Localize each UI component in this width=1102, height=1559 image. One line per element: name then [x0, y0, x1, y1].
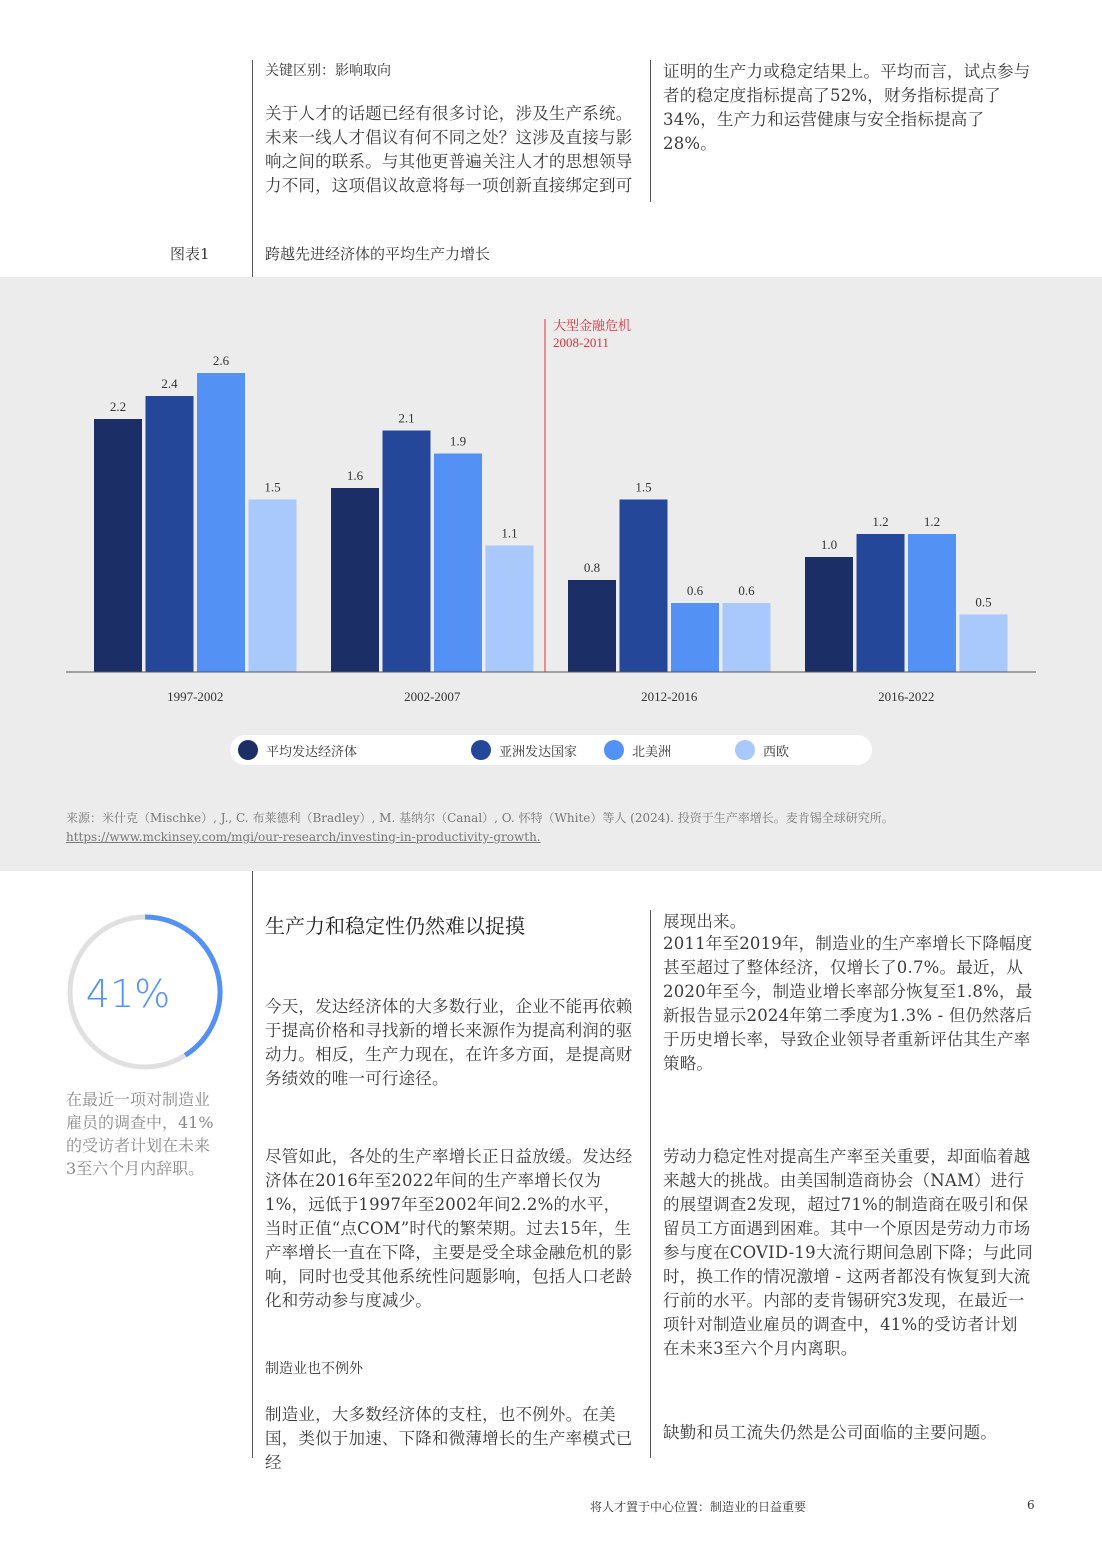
top-right-paragraph: 证明的生产力或稳定结果上。平均而言，试点参与者的稳定度指标提高了52%，财务指标提高了34%，生产力和运营健康与安全指标提高了28%。 [663, 62, 1031, 153]
source-text: 来源：米什克（Mischke）, J., C. 布莱德利（Bradley）, M. 基纳尔（Canal）, O. 怀特（White）等人 (2024). 投资于生产率增长。麦肯锡全球研究所。 [66, 811, 894, 825]
bar-3-3 [960, 615, 1008, 673]
bar-2-0 [568, 580, 616, 672]
right-paragraph-3: 劳动力稳定性对提高生产率至关重要，却面临着越来越大的挑战。由美国制造商协会（NAM）进行的展望调查2发现，超过71%的制造商在吸引和保留员工方面遇到困难。其中一个原因是劳动力市场参与度在COVID-19大流行期间急剧下降；与此同时，换工作的情况激增 - 这两者都没有恢复到大流行前的水平。内部的麦肯锡研究3发现，在最近一项针对制造业雇员的调查中，41%的受访者计划在未来3至六个月内离职。 [663, 1147, 1033, 1358]
bar-3-1 [857, 534, 905, 672]
bar-3-0 [805, 557, 853, 672]
stat-caption-line: 雇员的调查中，41% [66, 1113, 214, 1132]
legend-label-asia: 亚洲发达国家 [499, 744, 578, 760]
bar-value-label: 1.2 [923, 514, 941, 529]
top-divider-right [650, 60, 651, 202]
bar-value-label: 2.6 [212, 353, 230, 368]
bar-value-label: 1.6 [346, 468, 364, 483]
x-tick-label: 2002-2007 [404, 689, 461, 704]
bar-value-label: 1.0 [820, 537, 838, 552]
x-tick-label: 2012-2016 [641, 689, 698, 704]
legend-dot-na [604, 740, 624, 760]
bar-0-1 [146, 396, 194, 672]
crisis-label-line2: 2008-2011 [553, 335, 609, 350]
bar-2-3 [723, 603, 771, 672]
legend-label-na: 北美洲 [632, 744, 672, 760]
stat-value: 41% [85, 972, 171, 1016]
bar-value-label: 2.4 [161, 376, 178, 391]
bar-value-label: 0.5 [975, 594, 992, 610]
key-difference-label: 关键区别：影响取向 [265, 63, 391, 79]
chart-panel [0, 277, 1102, 871]
source-link[interactable]: https://www.mckinsey.com/mgi/our-research/investing-in-productivity-growth. [66, 830, 541, 844]
crisis-label-line1: 大型金融危机 [553, 318, 632, 333]
bar-value-label: 0.8 [583, 560, 601, 575]
bar-0-0 [94, 419, 142, 672]
stat-caption-line: 3至六个月内辞职。 [66, 1159, 205, 1178]
right-paragraph-1: 展现出来。 [663, 912, 747, 931]
x-tick-label: 2016-2022 [878, 689, 935, 704]
figure-title: 跨越先进经济体的平均生产力增长 [265, 245, 491, 263]
chart-legend [230, 735, 872, 765]
footer-title: 将人才置于中心位置：制造业的日益重要 [590, 1500, 807, 1514]
bar-value-label: 1.1 [501, 525, 518, 541]
legend-dot-asia [471, 740, 491, 760]
figure-label: 图表1 [170, 245, 210, 263]
bar-value-label: 1.5 [635, 479, 652, 495]
bar-1-0 [331, 488, 379, 672]
section-heading: 生产力和稳定性仍然难以捉摸 [265, 914, 525, 938]
bar-value-label: 1.5 [264, 479, 281, 495]
legend-item-asia [471, 735, 577, 765]
legend-dot-we [735, 740, 755, 760]
section-subheading: 制造业也不例外 [265, 1361, 363, 1377]
x-tick-label: 1997-2002 [167, 689, 224, 704]
bar-1-3 [486, 546, 534, 673]
section-paragraph-3: 制造业，大多数经济体的支柱，也不例外。在美国，类似于加速、下降和微薄增长的生产率模式已经 [265, 1405, 633, 1472]
stat-caption-line: 的受访者计划在未来 [66, 1136, 211, 1155]
bar-value-label: 0.6 [738, 583, 755, 598]
legend-item-avg [238, 735, 357, 765]
bar-0-3 [249, 500, 297, 673]
chart-source [66, 809, 894, 847]
bar-value-label: 0.6 [686, 583, 704, 598]
top-left-paragraph: 关于人才的话题已经有很多讨论，涉及生产系统。未来一线人才倡议有何不同之处？这涉及直接与影响之间的联系。与其他更普遍关注人才的思想领导力不同，这项倡议故意将每一项创新直接绑定到可 [265, 104, 633, 195]
stat-caption-line: 在最近一项对制造业 [66, 1090, 211, 1109]
bar-value-label: 2.2 [109, 399, 127, 414]
lower-divider-left [252, 871, 253, 1458]
bar-0-2 [197, 373, 245, 672]
top-divider-left [252, 60, 253, 278]
bar-2-2 [671, 603, 719, 672]
bar-1-1 [383, 431, 431, 673]
section-paragraph-1: 今天，发达经济体的大多数行业，企业不能再依赖于提高价格和寻找新的增长来源作为提高利润的驱动力。相反，生产力现在，在许多方面，是提高财务绩效的唯一可行途径。 [265, 997, 633, 1088]
bar-value-label: 1.2 [872, 514, 889, 529]
right-paragraph-2: 2011年至2019年，制造业的生产率增长下降幅度甚至超过了整体经济，仅增长了0.7%。最近，从2020年至今，制造业增长率部分恢复至1.8%，最新报告显示2024年第二季度为1.3% - 但仍然落后于历史增长率，导致企业领导者重新评估其生产率策略。 [663, 934, 1033, 1073]
page-number: 6 [1027, 1498, 1035, 1512]
stat-caption [66, 1088, 236, 1180]
right-paragraph-4: 缺勤和员工流失仍然是公司面临的主要问题。 [663, 1423, 997, 1442]
bar-value-label: 2.1 [398, 410, 415, 426]
section-paragraph-2: 尽管如此，各处的生产率增长正日益放缓。发达经济体在2016年至2022年间的生产率增长仅为1%，远低于1997年至2002年间2.2%的水平，当时正值“点COM”时代的繁荣期。过去15年，生产率增长一直在下降，主要是受全球金融危机的影响，同时也受其他系统性问题影响，包括人口老龄化和劳动参与度减少。 [265, 1147, 633, 1310]
bar-3-2 [908, 534, 956, 672]
bar-1-2 [434, 454, 482, 673]
legend-item-we [735, 735, 789, 765]
lower-divider-right [650, 910, 651, 1458]
legend-dot-avg [238, 740, 258, 760]
bar-2-1 [620, 500, 668, 673]
bar-value-label: 1.9 [449, 433, 467, 449]
legend-item-na [604, 735, 671, 765]
legend-label-we: 西欧 [763, 744, 790, 760]
legend-label-avg: 平均发达经济体 [266, 744, 358, 760]
productivity-chart [0, 277, 1102, 871]
